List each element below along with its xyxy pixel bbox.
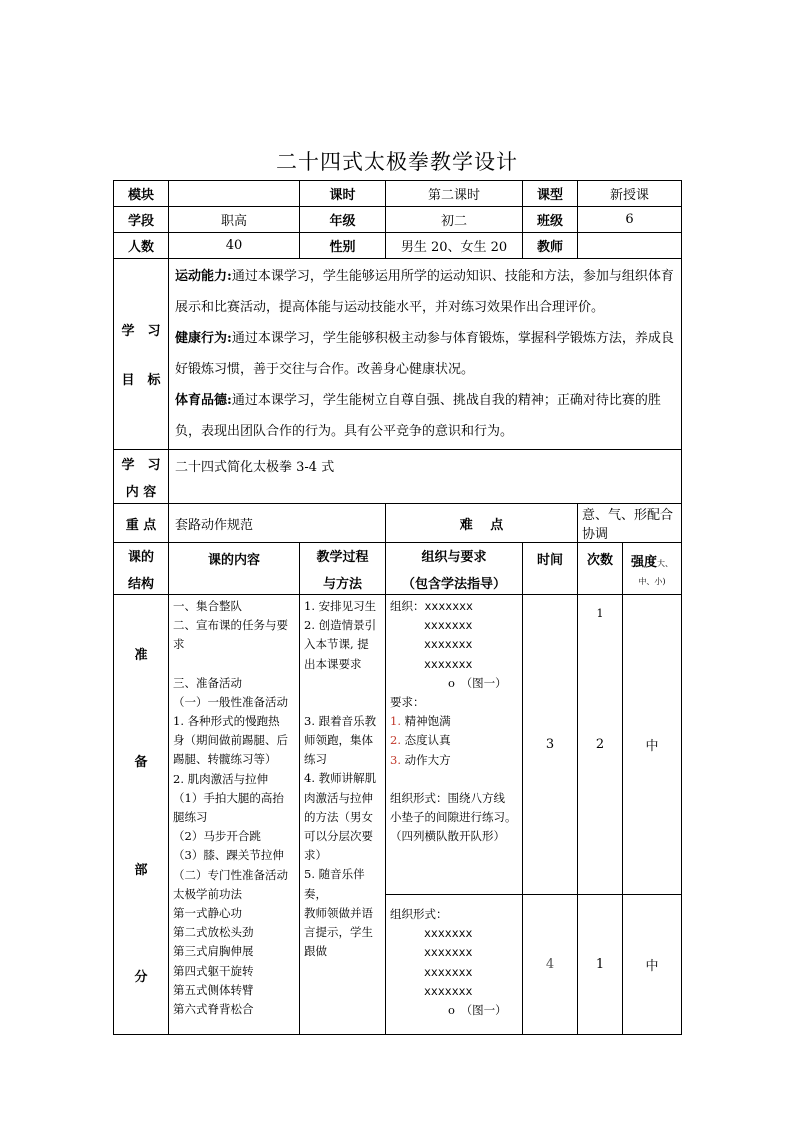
org-line (390, 655, 518, 674)
org-line: 小垫子的间隙进行练习。 (390, 810, 517, 825)
prep-char: 部 (134, 862, 148, 878)
prep-time-1: 3 (523, 595, 578, 895)
times-top: 1 (596, 607, 604, 620)
prep-org-2 (386, 895, 523, 1035)
objective-motor (175, 261, 675, 323)
objectives-content (169, 259, 682, 450)
page-title: 二十四式太极拳教学设计 (276, 150, 518, 174)
content-label-line2: 内 容 (125, 484, 157, 500)
org-line (390, 943, 518, 962)
count-label: 人数 (114, 233, 169, 259)
objectives-label (114, 259, 169, 450)
content-line: 求 (173, 637, 185, 652)
difficulty-value: 意、气、形配合协调 (578, 504, 682, 543)
count-value: 40 (169, 233, 300, 259)
col-method (300, 543, 386, 595)
requirement-item (390, 731, 518, 750)
content-line: 第三式肩胸伸展 (173, 944, 254, 959)
prep-section (114, 595, 169, 1035)
method-line: 言提示，学生 (304, 925, 373, 940)
org-line (390, 597, 518, 616)
prep-char: 准 (134, 647, 148, 663)
col-structure (114, 543, 169, 595)
content-line: 腿练习 (173, 810, 208, 825)
gender-label: 性别 (300, 233, 386, 259)
req-text: 态度认真 (404, 733, 451, 748)
objective-text: 通过本课学习，学生能树立自尊自强、挑战自我的精神；正确对待比赛的胜负，表现出团队合作的行为。具有公平竞争的意识和行为。 (175, 393, 661, 439)
method-line: 3. 跟着音乐教 (304, 713, 377, 728)
method-line: 出本课要求 (304, 656, 362, 671)
stage-label: 学段 (114, 207, 169, 233)
grade-label: 年级 (300, 207, 386, 233)
teacher-marker: o （图一） (448, 1003, 507, 1018)
col-org-line2: （包含学法指导） (401, 576, 506, 592)
objective-text: 通过本课学习，学生能够运用所学的运动知识、技能和方法，参加与组织体育展示和比赛活动，提高体能与运动技能水平，并对练习效果作出合理评价。 (175, 269, 674, 315)
type-label: 课型 (523, 181, 578, 207)
objective-head: 健康行为: (175, 331, 232, 346)
objective-text: 通过本课学习，学生能够积极主动参与体育锻炼，掌握科学锻炼方法，养成良好锻炼习惯，善于交往与合作。改善身心健康状况。 (175, 331, 674, 377)
method-line: 可以分层次要 (304, 829, 373, 844)
prep-method (300, 595, 386, 1035)
org-line (390, 616, 518, 635)
content-line: 三、准备活动 (173, 675, 242, 690)
org-line (390, 674, 518, 693)
content-line: 第五式侧体转臂 (173, 982, 254, 997)
prep-char: 备 (134, 755, 148, 771)
req-number: 3. (390, 752, 401, 767)
req-text: 精神饱满 (404, 714, 451, 729)
method-line: 练习 (304, 752, 327, 767)
content-line: 踢腿、转髋练习等） (173, 752, 277, 767)
col-method-line1: 教学过程 (316, 549, 369, 565)
org-line: 组织形式： (390, 907, 448, 921)
org-label: 组织： (390, 599, 425, 613)
type-value: 新授课 (578, 181, 682, 207)
formation-row: xxxxxxx (424, 926, 473, 941)
col-time: 时间 (523, 543, 578, 595)
prep-time-2: 4 (523, 895, 578, 1035)
content-label (114, 450, 169, 504)
col-intensity-sub: 大、 (657, 558, 674, 568)
content-line: （一）一般性准备活动 (173, 694, 288, 709)
requirement-item (390, 712, 518, 731)
method-line: 的方法（男女 (304, 809, 373, 824)
teacher-value (578, 233, 682, 259)
content-line: 二、宣布课的任务与要 (173, 618, 288, 633)
stage-value: 职高 (169, 207, 300, 233)
content-line: 第一式静心功 (173, 906, 242, 921)
org-line (390, 924, 518, 943)
method-line: 求） (304, 848, 327, 863)
module-label: 模块 (114, 181, 169, 207)
org-line: 要求： (390, 695, 425, 710)
col-intensity-sub2: 中、小) (638, 576, 666, 586)
method-line: 肉激活与拉伸 (304, 790, 373, 805)
lesson-plan-table (113, 180, 682, 1035)
method-line: 师领跑，集体 (304, 733, 373, 748)
col-method-line2: 与方法 (322, 576, 362, 592)
org-line (390, 963, 518, 982)
content-line: 2. 肌肉激活与拉伸 (173, 771, 269, 786)
formation-row: xxxxxxx (424, 599, 473, 613)
formation-row: xxxxxxx (424, 618, 473, 633)
requirement-item (390, 751, 518, 770)
prep-intensity-1: 中 (623, 595, 682, 895)
lesson-value: 第二课时 (386, 181, 523, 207)
objective-head: 运动能力: (175, 269, 232, 284)
gender-value: 男生 20、女生 20 (386, 233, 523, 259)
content-line: （2）马步开合跳 (173, 829, 261, 844)
formation-row: xxxxxxx (424, 964, 473, 979)
col-organization (386, 543, 523, 595)
col-intensity (623, 543, 682, 595)
key-label: 重 点 (114, 504, 169, 543)
col-org-line1: 组织与要求 (421, 549, 487, 565)
col-content: 课的内容 (169, 543, 300, 595)
method-line: 教师领做并语 (304, 905, 373, 920)
prep-content (169, 595, 300, 1035)
grade-value: 初二 (386, 207, 523, 233)
content-line: 1. 各种形式的慢跑热 (173, 714, 280, 729)
objectives-label-line2: 目 标 (121, 373, 161, 388)
prep-char: 分 (134, 970, 148, 986)
method-line (304, 693, 381, 712)
method-line: 1. 安排见习生 (304, 599, 377, 613)
prep-org-1 (386, 595, 523, 895)
method-line: 5. 随音乐伴奏， (304, 867, 365, 901)
key-value: 套路动作规范 (169, 504, 386, 543)
org-line (390, 1001, 518, 1020)
prep-times-1 (578, 595, 623, 895)
objective-character (175, 385, 675, 447)
formation-row: xxxxxxx (424, 983, 473, 998)
content-line: 身（期间做前踢腿、后 (173, 733, 288, 748)
prep-section-chars (114, 600, 168, 1030)
method-line: 2. 创造情景引 (304, 618, 377, 633)
org-line: （四列横队散开队形） (390, 829, 505, 844)
col-structure-line2: 结构 (127, 576, 154, 592)
col-intensity-main (623, 551, 681, 570)
content-label-line1: 学 习 (121, 457, 161, 473)
method-line: 跟做 (304, 944, 327, 959)
module-value (169, 181, 300, 207)
method-line (304, 674, 381, 693)
objective-health (175, 323, 675, 385)
spacer (390, 770, 518, 789)
content-line: 第四式躯干旋转 (173, 963, 254, 978)
teacher-marker: o （图一） (448, 675, 507, 690)
prep-intensity-2: 中 (623, 895, 682, 1035)
content-line: 第二式放松头劲 (173, 925, 254, 940)
org-line (390, 635, 518, 654)
content-line: （3）膝、踝关节拉伸 (173, 848, 284, 863)
teacher-label: 教师 (523, 233, 578, 259)
content-value: 二十四式简化太极拳 3-4 式 (169, 450, 682, 504)
formation-row: xxxxxxx (424, 656, 473, 671)
col-structure-line1: 课的 (127, 549, 154, 565)
method-line: 4. 教师讲解肌 (304, 771, 377, 786)
content-line: （二）专门性准备活动 (173, 867, 288, 882)
req-text: 动作大方 (404, 752, 451, 767)
class-value: 6 (578, 207, 682, 233)
class-label: 班级 (523, 207, 578, 233)
formation-row: xxxxxxx (424, 637, 473, 652)
objective-head: 体育品德: (175, 393, 232, 408)
req-number: 2. (390, 733, 401, 748)
content-line: 太极学前功法 (173, 886, 242, 901)
content-line: 第六式脊背松合 (173, 1002, 254, 1017)
col-intensity-label: 强度 (631, 554, 658, 570)
content-line (173, 655, 295, 674)
spacer (390, 897, 518, 905)
org-line (390, 982, 518, 1001)
objectives-label-line1: 学 习 (121, 324, 161, 339)
formation-row: xxxxxxx (424, 945, 473, 960)
col-times: 次数 (578, 543, 623, 595)
method-line: 入本节课, 提 (304, 637, 369, 652)
content-line: 一、集合整队 (173, 599, 242, 613)
content-line: （1）手拍大腿的高抬 (173, 790, 284, 805)
org-line: 组织形式：围绕八方线 (390, 790, 505, 805)
req-number: 1. (390, 714, 401, 729)
lesson-label: 课时 (300, 181, 386, 207)
difficulty-label: 难 点 (386, 504, 578, 543)
times-value: 2 (595, 737, 605, 752)
prep-times-2: 1 (578, 895, 623, 1035)
